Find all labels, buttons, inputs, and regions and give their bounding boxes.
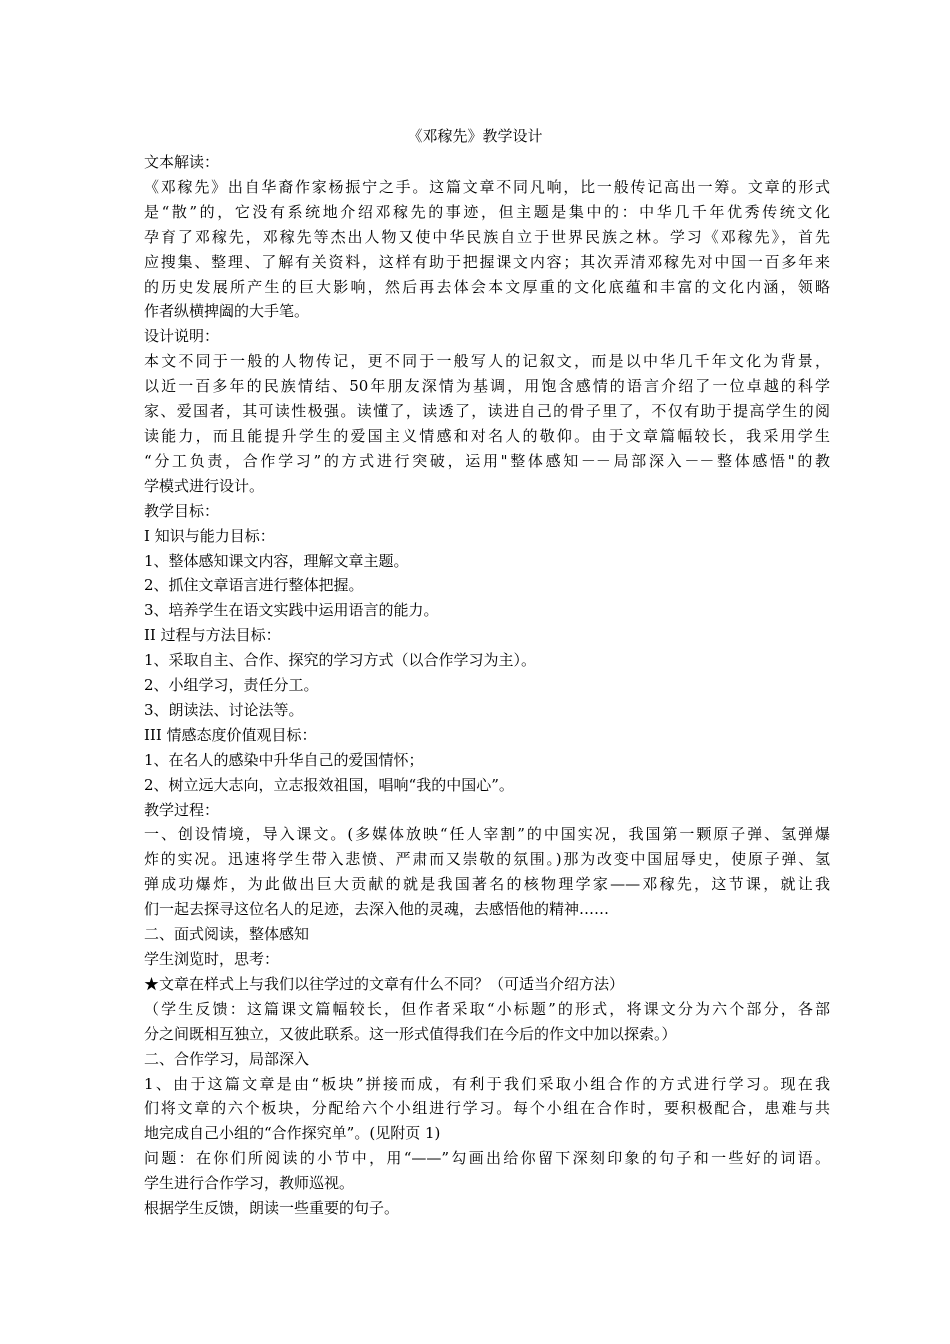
text-line: III 情感态度价值观目标： — [144, 725, 317, 744]
text-line: 弹成功爆炸，为此做出巨大贡献的就是我国著名的核物理学家——邓稼先，这节课，就让我 — [144, 875, 830, 894]
text-line: 教学过程： — [144, 800, 220, 819]
text-line: I 知识与能力目标： — [144, 526, 275, 545]
text-line: “分工负责，合作学习”的方式进行突破，运用"整体感知－－局部深入－－整体感悟"的教 — [144, 451, 830, 470]
text-line: 炸的实况。迅速将学生带入悲愤、严肃而又崇敬的氛围。)那为改变中国屈辱史，使原子弹、氢 — [144, 850, 830, 869]
text-line: 2、树立远大志向，立志报效祖国，唱响“我的中国心”。 — [144, 775, 514, 794]
text-line: 二、合作学习，局部深入 — [144, 1049, 310, 1068]
text-line: 应搜集、整理、了解有关资料，这样有助于把握课文内容；其次弄清邓稼先对中国一百多年来 — [144, 252, 830, 271]
text-line: 3、培养学生在语文实践中运用语言的能力。 — [144, 601, 439, 620]
text-line: ★文章在样式上与我们以往学过的文章有什么不同？（可适当介绍方法） — [144, 974, 625, 993]
text-line: 是“散”的，它没有系统地介绍邓稼先的事迹，但主题是集中的：中华几千年优秀传统文化 — [144, 202, 830, 221]
text-line: 地完成自己小组的“合作探究单”。(见附页 1) — [144, 1124, 441, 1143]
text-line: 本文不同于一般的人物传记，更不同于一般写人的记叙文，而是以中华几千年文化为背景， — [144, 352, 830, 371]
text-line: 学模式进行设计。 — [144, 476, 265, 495]
text-line: 学生进行合作学习，教师巡视。 — [144, 1174, 355, 1193]
text-line: 家、爱国者，其可读性极强。读懂了，读透了，读进自己的骨子里了，不仅有助于提高学生的阅 — [144, 402, 830, 421]
text-line: 的历史发展所产生的巨大影响，然后再去体会本文厚重的文化底蕴和丰富的文化内涵，领略 — [144, 277, 830, 296]
text-line: 教学目标： — [144, 501, 220, 520]
text-line: 一、创设情境，导入课文。(多媒体放映“任人宰割”的中国实况，我国第一颗原子弹、氢弹爆 — [144, 825, 830, 844]
text-line: 1、采取自主、合作、探究的学习方式（以合作学习为主）。 — [144, 651, 537, 670]
text-line: 孕育了邓稼先，邓稼先等杰出人物又使中华民族自立于世界民族之林。学习《邓稼先》，首先 — [144, 227, 830, 246]
document-title: 《邓稼先》教学设计 — [407, 127, 543, 145]
text-line: 1、由于这篇文章是由“板块”拼接而成，有利于我们采取小组合作的方式进行学习。现在我 — [144, 1074, 830, 1093]
text-line: 文本解读： — [144, 153, 220, 171]
text-line: 1、整体感知课文内容，理解文章主题。 — [144, 551, 409, 570]
text-line: 《邓稼先》出自华裔作家杨振宁之手。这篇文章不同凡响，比一般传记高出一筹。文章的形式 — [144, 177, 830, 196]
text-line: 设计说明： — [144, 327, 220, 346]
text-line: 3、朗读法、讨论法等。 — [144, 700, 304, 719]
document-body — [144, 150, 830, 1221]
text-line: 2、抓住文章语言进行整体把握。 — [144, 576, 364, 595]
text-line: 读能力，而且能提升学生的爱国主义情感和对名人的敬仰。由于文章篇幅较长，我采用学生 — [144, 426, 830, 445]
text-line: （学生反馈：这篇课文篇幅较长，但作者采取“小标题”的形式，将课文分为六个部分，各部 — [144, 999, 830, 1018]
text-line: 以近一百多年的民族情结、50年朋友深情为基调，用饱含感情的语言介绍了一位卓越的科学 — [144, 377, 830, 396]
text-line: 学生浏览时，思考： — [144, 950, 280, 968]
text-line: II 过程与方法目标： — [144, 626, 281, 645]
text-line: 1、在名人的感染中升华自己的爱国情怀； — [144, 750, 424, 769]
text-line: 们一起去探寻这位名人的足迹，去深入他的灵魂，去感悟他的精神…… — [144, 900, 610, 919]
text-line: 作者纵横捭阖的大手笔。 — [144, 302, 310, 321]
text-line: 们将文章的六个板块，分配给六个小组进行学习。每个小组在合作时，要积极配合，患难与共 — [144, 1099, 830, 1118]
text-line: 二、面式阅读，整体感知 — [144, 925, 310, 944]
text-line: 问题：在你们所阅读的小节中，用“——”勾画出给你留下深刻印象的句子和一些好的词语。 — [144, 1149, 830, 1168]
text-line: 根据学生反馈，朗读一些重要的句子。 — [144, 1199, 400, 1218]
text-line: 分之间既相互独立，又彼此联系。这一形式值得我们在今后的作文中加以探索。） — [144, 1024, 677, 1043]
text-line: 2、小组学习，责任分工。 — [144, 676, 319, 695]
